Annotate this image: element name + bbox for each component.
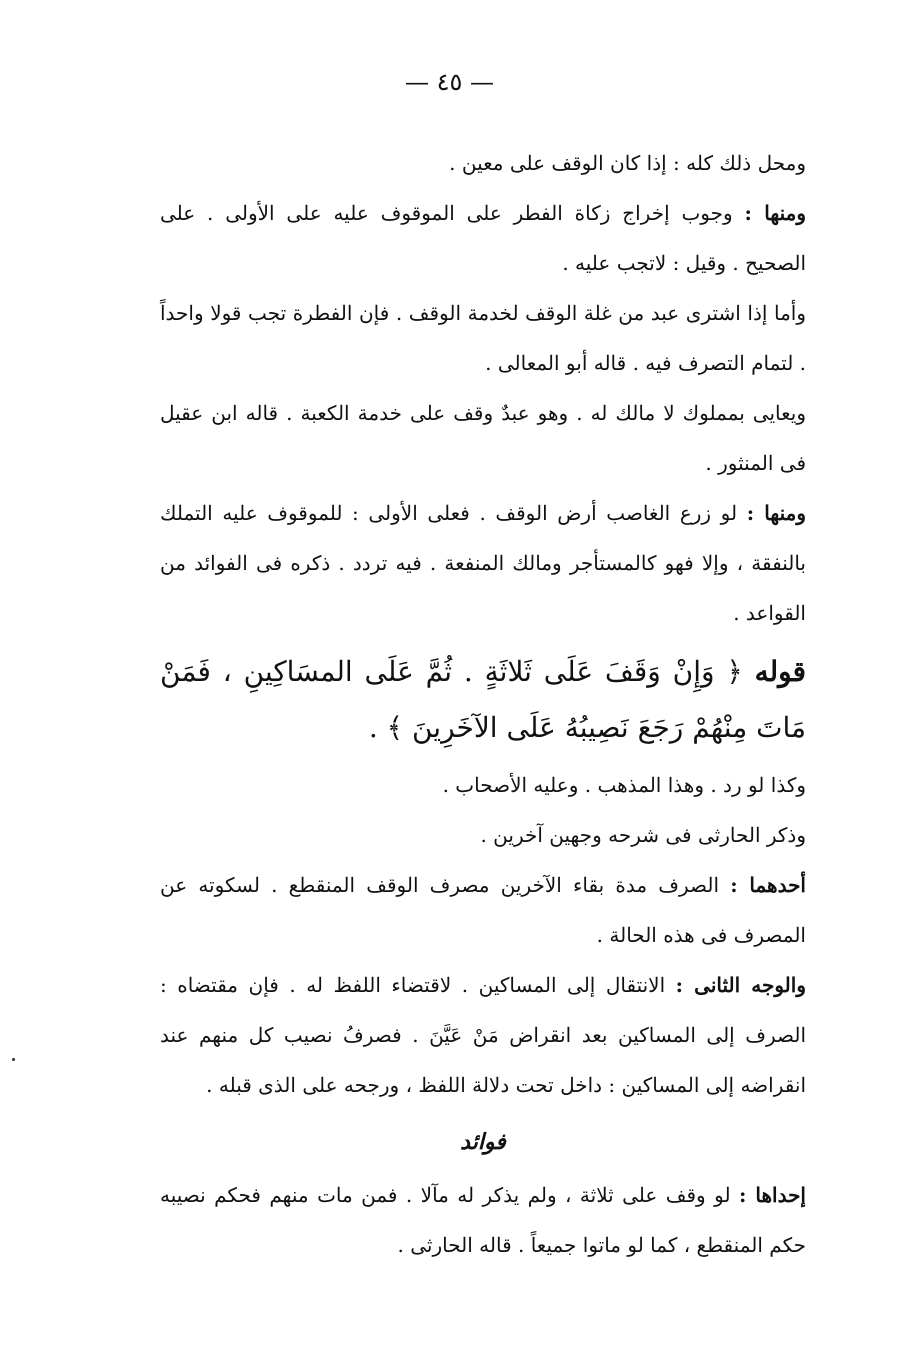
- paragraph-lead: إحداها :: [738, 1183, 806, 1207]
- paragraph: ويعايى بمملوك لا مالك له . وهو عبدٌ وقف على خدمة الكعبة . قاله ابن عقيل فى المنثور .: [160, 401, 806, 475]
- paragraph-lead: أحدهما :: [730, 873, 806, 897]
- page-number: — ٤٥ —: [404, 68, 495, 96]
- paragraph: وذكر الحارثى فى شرحه وجهين آخرين .: [480, 823, 806, 847]
- paragraph-lead: والوجه الثانى :: [675, 973, 806, 997]
- paragraph: ومنها : وجوب إخراج زكاة الفطر على الموقوف عليه على الأولى . على الصحيح . وقيل : لاتجب عليه .: [160, 201, 806, 275]
- paragraph: إحداها : لو وقف على ثلاثة ، ولم يذكر له مآلا . فمن مات منهم فحكم نصيبه حكم المنقطع ، كما لو ماتوا جميعاً . قاله الحارثى .: [160, 1183, 806, 1257]
- paragraph: وكذا لو رد . وهذا المذهب . وعليه الأصحاب .: [442, 773, 806, 797]
- verse-lead: قوله: [754, 655, 807, 688]
- scan-speck: [12, 1058, 15, 1061]
- quran-verse: قوله ﴿ وَإِنْ وَقَفَ عَلَى ثَلاثَةٍ . ثُمَّ عَلَى المسَاكِينِ ، فَمَنْ مَاتَ مِنْهُمْ رَجَعَ نَصِيبُهُ عَلَى الآخَرِينَ ﴾ .: [160, 655, 807, 744]
- section-heading: فوائد: [460, 1129, 506, 1155]
- page-body: [160, 138, 806, 1270]
- paragraph-lead: ومنها :: [744, 201, 806, 225]
- paragraph-lead: ومنها :: [746, 501, 806, 525]
- paragraph: والوجه الثانى : الانتقال إلى المساكين . لاقتضاء اللفظ له . فإن مقتضاه : الصرف إلى المساكين بعد انقراض مَنْ عَيَّنَ . فصرفُ نصيب كل منهم عند انقراضه إلى المساكين : داخل تحت دلالة اللفظ ، ورجحه على الذى قبله .: [160, 973, 806, 1097]
- paragraph: أحدهما : الصرف مدة بقاء الآخرين مصرف الوقف المنقطع . لسكوته عن المصرف فى هذه الحالة .: [160, 873, 806, 947]
- paragraph: ومحل ذلك كله : إذا كان الوقف على معين .: [449, 151, 806, 175]
- paragraph: ومنها : لو زرع الغاصب أرض الوقف . فعلى الأولى : للموقوف عليه التملك بالنفقة ، وإلا فهو كالمستأجر ومالك المنفعة . فيه تردد . ذكره فى الفوائد من القواعد .: [160, 501, 806, 625]
- paragraph: وأما إذا اشترى عبد من غلة الوقف لخدمة الوقف . فإن الفطرة تجب قولا واحداً . لتمام التصرف فيه . قاله أبو المعالى .: [160, 301, 806, 375]
